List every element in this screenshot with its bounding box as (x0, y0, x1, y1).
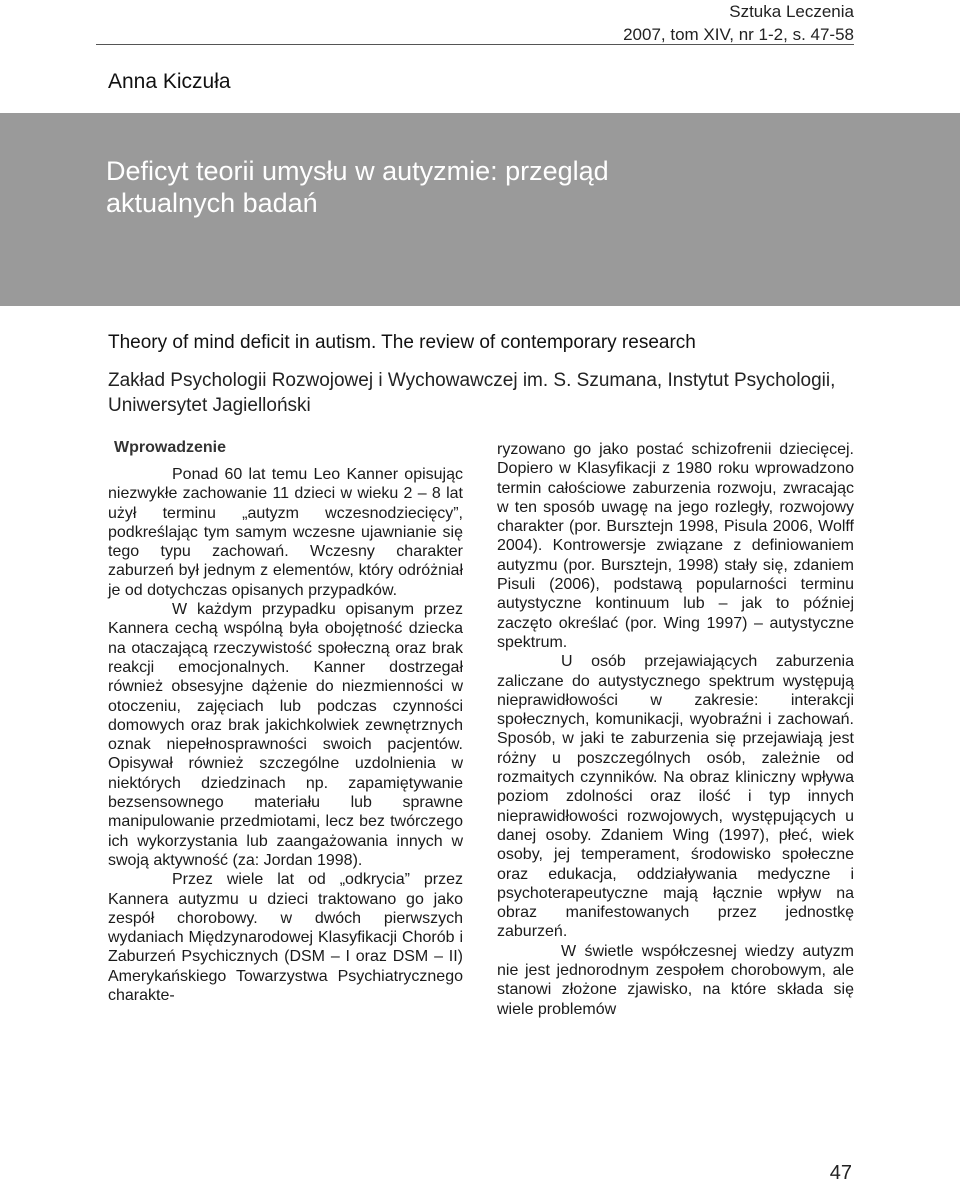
author-name: Anna Kiczuła (108, 70, 231, 93)
right-paragraph-1: ryzowano go jako postać schizofrenii dziecięcej. Dopiero w Klasyfikacji z 1980 roku wprowadzono termin całościowe zaburzenia rozwoju, zwracając w ten sposób uwagę na jego rozległy, rozwojowy charakter (por. Bursztejn 1998, Pisula 2006, Wolff 2004). Kontrowersje związane z definiowaniem autyzmu (por. Bursztejn, 1998) stały się, zdaniem Pisuli (2006), podstawą popularności terminu autystyczne kontinuum lub – jak to później zaczęto określać (por. Wing 1997) – autystyczne spektrum. (497, 441, 854, 651)
left-paragraph-3: Przez wiele lat od „odkrycia” przez Kannera autyzmu u dzieci traktowano go jako zespół chorobowy. w dwóch pierwszych wydaniach Międzynarodowej Klasyfikacji Chorób i Zaburzeń Psychicznych (DSM – I oraz DSM – II) Amerykańskiego Towarzystwa Psychiatrycznego charakte- (108, 871, 463, 1005)
header-rule (96, 44, 854, 45)
right-paragraph-3: W świetle współczesnej wiedzy autyzm nie jest jednorodnym zespołem chorobowym, ale stanowi złożone zjawisko, na które składa się wiele problemów (497, 942, 854, 1018)
english-title: Theory of mind deficit in autism. The review of contemporary research (108, 332, 696, 353)
article-title: Deficyt teorii umysłu w autyzmie: przegląd aktualnych badań (106, 156, 609, 218)
left-paragraph-1: Ponad 60 lat temu Leo Kanner opisując niezwykłe zachowanie 11 dzieci w wieku 2 – 8 lat użył terminu „autyzm wczesnodziecięcy”, podkreślając tym samym wczesne ujawnianie się tego typu zachowań. Wczesny charakter zaburzeń był jednym z elementów, który odróżniał je od dotychczas opisanych przypadków. (108, 466, 463, 599)
journal-name: Sztuka Leczenia (729, 2, 854, 21)
section-heading: Wprowadzenie (114, 439, 227, 456)
journal-header (623, 0, 854, 46)
right-column (497, 440, 854, 1019)
page-number: 47 (829, 1162, 852, 1184)
journal-issue: 2007, tom XIV, nr 1-2, s. 47-58 (623, 25, 854, 44)
left-paragraph-2: W każdym przypadku opisanym przez Kannera cechą wspólną była obojętność dziecka na otaczającą rzeczywistość społeczną oraz brak reakcji emocjonalnych. Kanner dostrzegał również obsesyjne dążenie do niezmienności w otoczeniu, zajęciach lub podczas czynności domowych oraz brak jakichkolwiek zewnętrznych oznak niepełnosprawności swoich pacjentów. Opisywał również szczególne uzdolnienia w niektórych dziedzinach np. zapamiętywanie bezsensownego materiału lub sprawne manipulowanie przedmiotami, lecz bez twórczego ich wykorzystania lub zaangażowania innych w swoją aktywność (za: Jordan 1998). (108, 601, 463, 869)
affiliation: Zakład Psychologii Rozwojowej i Wychowawczej im. S. Szumana, Instytut Psychologii, Uniwersytet Jagielloński (108, 370, 836, 416)
left-column (108, 465, 463, 1005)
right-paragraph-2: U osób przejawiających zaburzenia zaliczane do autystycznego spektrum występują nieprawidłowości w zakresie: interakcji społecznych, komunikacji, wyobraźni i zachowań. Sposób, w jaki te zaburzenia się przejawiają jest różny u poszczególnych osób, zależnie od rozmaitych czynników. Na obraz kliniczny wpływa poziom zdolności oraz ilość i typ innych nieprawidłowości rozwojowych, występujących u danej osoby. Zdaniem Wing (1997), płeć, wiek osoby, jej temperament, środowisko społeczne oraz edukacja, oddziaływania medyczne i psychoterapeutyczne mają łącznie wpływ na obraz manifestowanych przez jednostkę zaburzeń. (497, 653, 854, 941)
